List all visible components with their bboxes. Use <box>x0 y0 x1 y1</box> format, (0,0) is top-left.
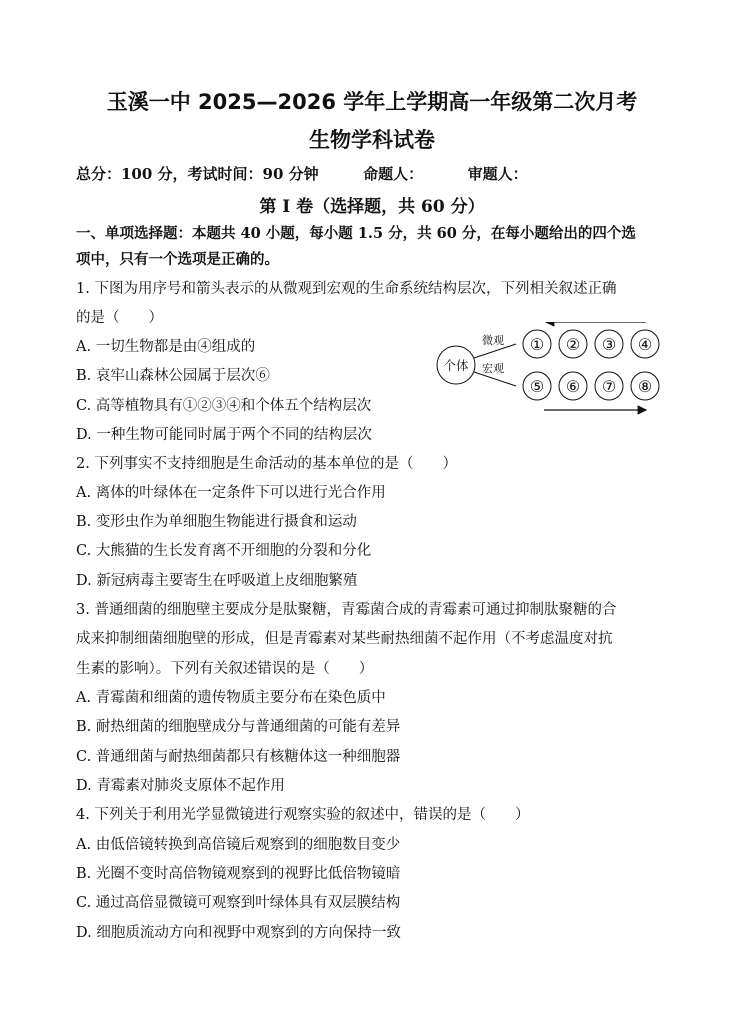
section-instruction-1: 一、单项选择题：本题共 40 小题，每小题 1.5 分，共 60 分，在每小题给出的四个选 <box>76 225 636 242</box>
q1-option-b: B. 哀牢山森林公园属于层次⑥ <box>76 368 270 384</box>
q1-option-a: A. 一切生物都是由④组成的 <box>76 339 256 355</box>
q4-option-d: D. 细胞质流动方向和视野中观察到的方向保持一致 <box>76 925 401 941</box>
level-label-4: ④ <box>637 335 653 354</box>
page-subtitle: 生物学科试卷 <box>309 128 435 152</box>
individual-label: 个体 <box>443 358 469 373</box>
q3-stem-1: 3. 普通细菌的细胞壁主要成分是肽聚糖，青霉菌合成的青霉素可通过抑制肽聚糖的合 <box>76 602 617 618</box>
level-label-5: ⑤ <box>529 377 545 396</box>
q4-stem: 4. 下列关于利用光学显微镜进行观察实验的叙述中，错误的是（ ） <box>76 807 530 823</box>
level-label-2: ② <box>565 335 581 354</box>
q3-stem-3: 生素的影响）。下列有关叙述错误的是（ ） <box>76 661 374 677</box>
micro-label: 微观 <box>482 334 504 347</box>
q1-stem-1: 1. 下图为用序号和箭头表示的从微观到宏观的生命系统结构层次，下列相关叙述正确 <box>76 281 617 297</box>
level-label-3: ③ <box>601 335 617 354</box>
level-label-8: ⑧ <box>637 377 653 396</box>
q1-option-d: D. 一种生物可能同时属于两个不同的结构层次 <box>76 427 372 443</box>
section-title: 第 I 卷（选择题，共 60 分） <box>259 197 485 217</box>
q2-option-a: A. 离体的叶绿体在一定条件下可以进行光合作用 <box>76 485 386 501</box>
q2-option-d: D. 新冠病毒主要寄生在呼吸道上皮细胞繁殖 <box>76 573 358 589</box>
q2-option-b: B. 变形虫作为单细胞生物能进行摄食和运动 <box>76 514 357 530</box>
q2-stem: 2. 下列事实不支持细胞是生命活动的基本单位的是（ ） <box>76 456 457 472</box>
life-system-hierarchy-diagram <box>436 322 670 420</box>
exam-total: 总分：100 分，考试时间：90 分钟 <box>76 165 319 183</box>
macro-label: 宏观 <box>482 362 504 375</box>
section-instruction-2: 项中，只有一个选项是正确的。 <box>76 251 279 268</box>
q4-option-b: B. 光圈不变时高倍物镜观察到的视野比低倍物镜暗 <box>76 866 401 882</box>
q1-stem-2: 的是（ ） <box>76 310 163 326</box>
level-label-1: ① <box>529 335 545 354</box>
exam-reviewer: 审题人： <box>467 165 528 183</box>
q2-option-c: C. 大熊猫的生长发育离不开细胞的分裂和分化 <box>76 543 372 559</box>
level-label-7: ⑦ <box>601 377 617 396</box>
q4-option-a: A. 由低倍镜转换到高倍镜后观察到的细胞数目变少 <box>76 837 401 853</box>
page-title: 玉溪一中 2025—2026 学年上学期高一年级第二次月考 <box>106 90 638 114</box>
q4-option-c: C. 通过高倍显微镜可观察到叶绿体具有双层膜结构 <box>76 895 401 911</box>
q3-option-b: B. 耐热细菌的细胞壁成分与普通细菌的可能有差异 <box>76 719 401 735</box>
q3-option-d: D. 青霉素对肺炎支原体不起作用 <box>76 778 285 794</box>
exam-meta <box>76 163 528 184</box>
q3-option-c: C. 普通细菌与耐热细菌都只有核糖体这一种细胞器 <box>76 749 401 765</box>
q3-stem-2: 成来抑制细菌细胞壁的形成，但是青霉素对某些耐热细菌不起作用（不考虑温度对抗 <box>76 631 613 647</box>
q3-option-a: A. 青霉菌和细菌的遗传物质主要分布在染色质中 <box>76 690 386 706</box>
q1-option-c: C. 高等植物具有①②③④和个体五个结构层次 <box>76 398 372 414</box>
exam-setter: 命题人： <box>363 165 424 183</box>
level-label-6: ⑥ <box>565 377 581 396</box>
